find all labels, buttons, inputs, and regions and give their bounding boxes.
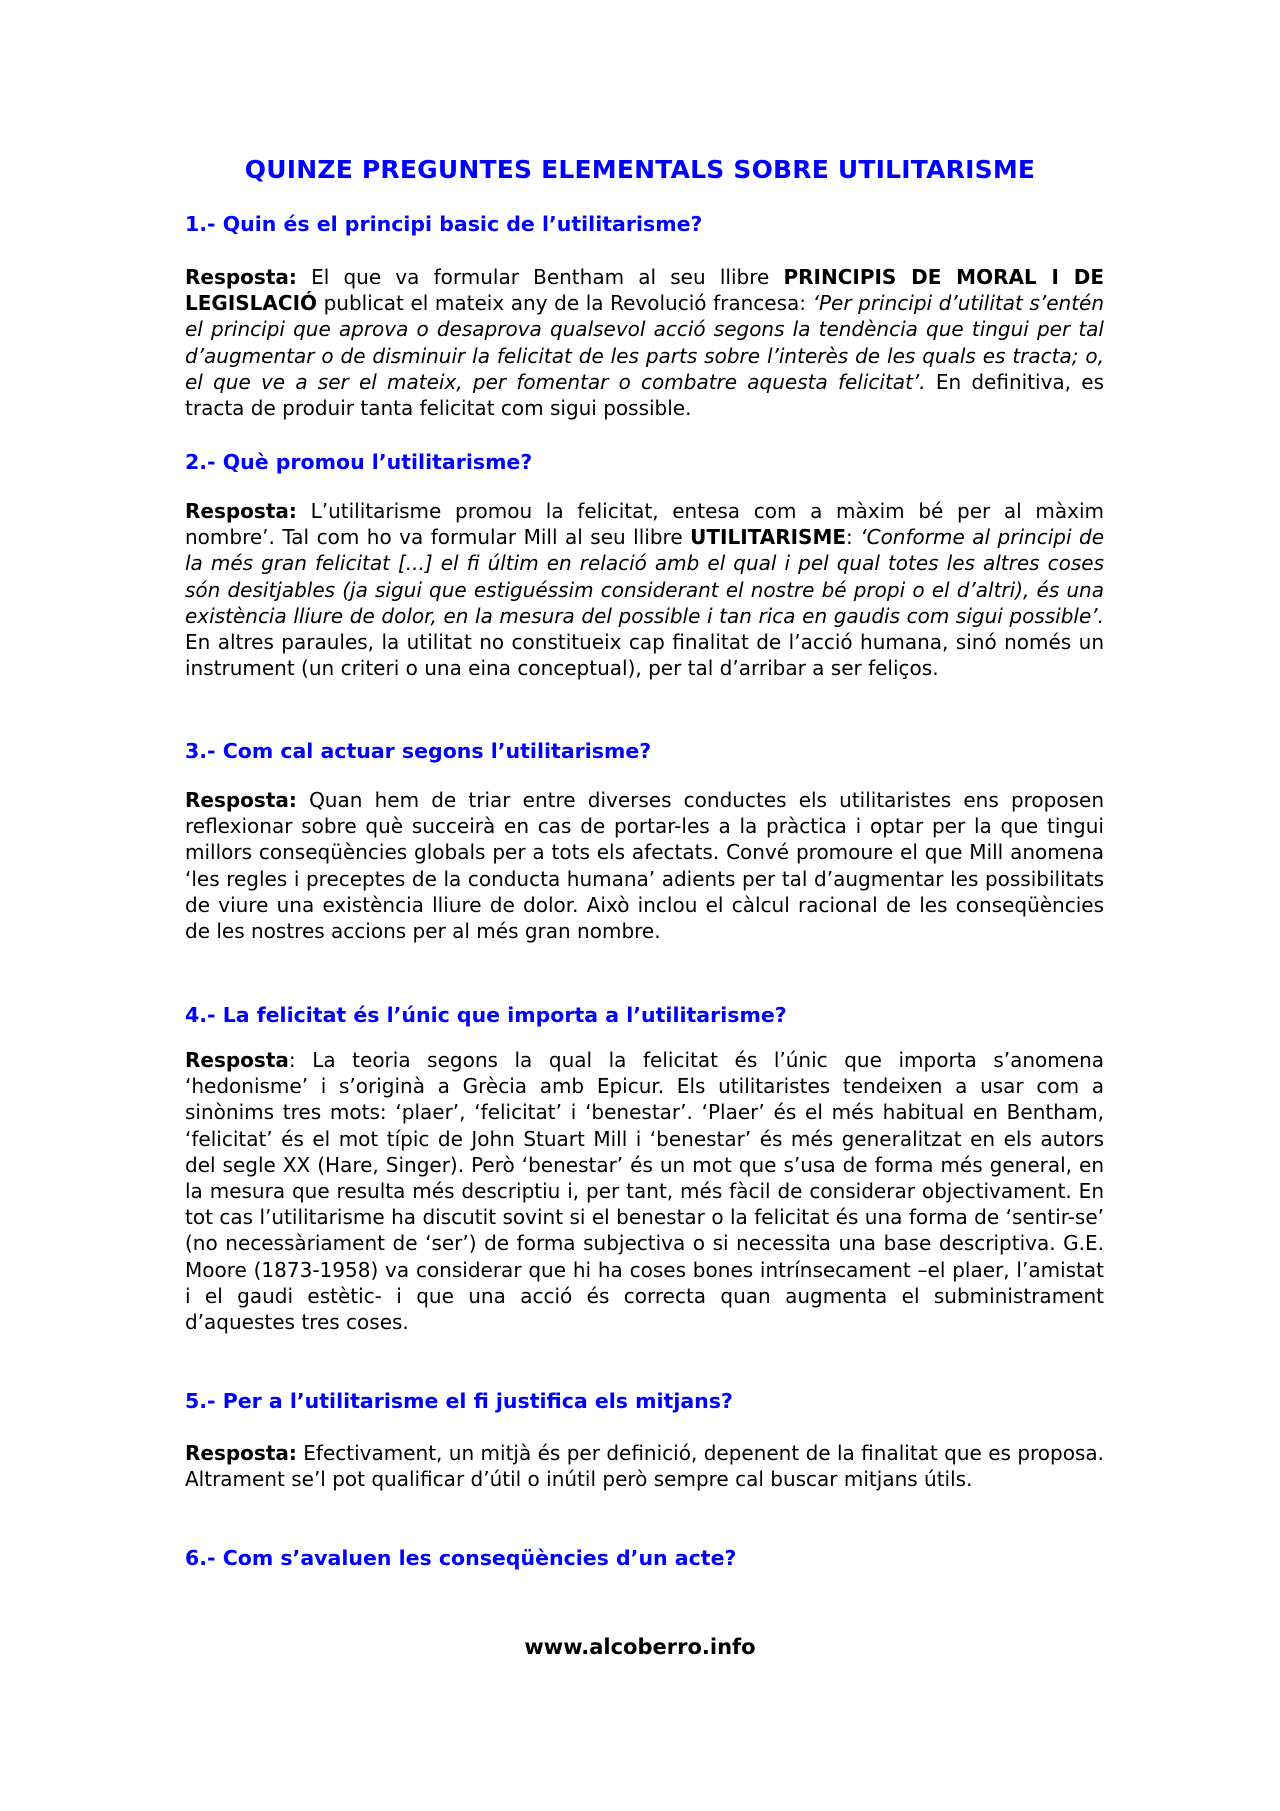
bold-text: Resposta <box>185 1048 289 1072</box>
question-heading-1: 1.- Quin és el principi basic de l’utilitarisme? <box>185 212 703 236</box>
question-heading-4: 4.- La felicitat és l’únic que importa a l’utilitarisme? <box>185 1003 787 1027</box>
answer-paragraph-2 <box>185 498 1104 681</box>
answer-text: Efectivament, un mitjà és per definició, depenent de la finalitat que es proposa. Altrament se’l pot qualificar d’útil o inútil però sempre cal buscar mitjans útils. <box>185 1441 1104 1492</box>
footer-website: www.alcoberro.info <box>524 1635 756 1659</box>
answer-paragraph-3 <box>185 787 1104 944</box>
quote-text: ‘Per principi d’utilitat s’entén el principi que aprova o desaprova qualsevol acció segons la tendència que tingui per tal d’augmentar o de disminuir la felicitat de les parts sobre l’interès de les quals es tracta; o, el que ve a ser el mateix, per fomentar o combatre aquesta felicitat’. <box>185 291 1105 394</box>
answer-paragraph-1 <box>185 264 1104 421</box>
answer-text: En altres paraules, la utilitat no constitueix cap finalitat de l’acció humana, sinó només un instrument (un criteri o una eina conceptual), per tal d’arribar a ser feliços. <box>185 630 1104 681</box>
answer-text: El que va formular Bentham al seu llibre <box>296 265 784 289</box>
answer-text: : <box>846 525 861 550</box>
bold-text: UTILITARISME <box>690 525 847 550</box>
answer-text: Quan hem de triar entre diverses conductes els utilitaristes ens proposen reflexionar sobre què succeirà en cas de portar-les a la pràctica i optar per la que tingui millors conseqüències globals per a tots els afectats. Convé promoure el que Mill anomena ‘les regles i preceptes de la conducta humana’ adients per tal d’augmentar les possibilitats de viure una existència lliure de dolor. Això inclou el càlcul racional de les conseqüències de les nostres accions per al més gran nombre. <box>185 788 1104 944</box>
bold-text: Resposta: <box>185 788 297 812</box>
question-heading-6: 6.- Com s’avaluen les conseqüències d’un acte? <box>185 1546 737 1570</box>
bold-text: Resposta: <box>185 499 297 523</box>
question-heading-2: 2.- Què promou l’utilitarisme? <box>185 450 533 474</box>
document-title: QUINZE PREGUNTES ELEMENTALS SOBRE UTILITARISME <box>244 155 1036 184</box>
answer-paragraph-4 <box>185 1047 1104 1335</box>
bold-text: PRINCIPIS DE MORAL I DE LEGISLACIÓ <box>185 265 1104 316</box>
answer-text: L’utilitarisme promou la felicitat, entesa com a màxim bé per al màxim nombre’. Tal com ho va formular Mill al seu llibre <box>185 499 1104 550</box>
question-heading-3: 3.- Com cal actuar segons l’utilitarisme? <box>185 739 652 763</box>
answer-text: publicat el mateix any de la Revolució francesa: <box>317 291 813 316</box>
bold-text: Resposta: <box>185 1441 297 1465</box>
answer-paragraph-5 <box>185 1440 1104 1492</box>
quote-text: ‘Conforme al principi de la més gran felicitat [...] el fi últim en relació amb el qual i pel qual totes les altres coses són desitjables (ja sigui que estiguéssim considerant el nostre bé propi o el d’altri), és una existència lliure de dolor, en la mesura del possible i tan rica en gaudis com sigui possible’. <box>185 525 1104 628</box>
answer-text: : La teoria segons la qual la felicitat és l’únic que importa s’anomena ‘hedonisme’ i s’originà a Grècia amb Epicur. Els utilitaristes tendeixen a usar com a sinònims tres mots: ‘plaer’, ‘felicitat’ i ‘benestar’. ‘Plaer’ és el més habitual en Bentham, ‘felicitat’ és el mot típic de John Stuart Mill i ‘benestar’ és més generalitzat en els autors del segle XX (Hare, Singer). Però ‘benestar’ és un mot que s’usa de forma més general, en la mesura que resulta més descriptiu i, per tant, més fàcil de considerar objectivament. En tot cas l’utilitarisme ha discutit sovint si el benestar o la felicitat és una forma de ‘sentir-se’ (no necessàriament de ‘ser’) de forma subjectiva o si necessita una base descriptiva. G.E. Moore (1873-1958) va considerar que hi ha coses bones intrínsecament –el plaer, l’amistat i el gaudi estètic- i que una acció és correcta quan augmenta el subministrament d’aquestes tres coses. <box>185 1048 1104 1335</box>
answer-text: En definitiva, es tracta de produir tanta felicitat com sigui possible. <box>185 369 1104 421</box>
question-heading-5: 5.- Per a l’utilitarisme el fi justifica els mitjans? <box>185 1389 733 1413</box>
bold-text: Resposta: <box>185 265 297 289</box>
